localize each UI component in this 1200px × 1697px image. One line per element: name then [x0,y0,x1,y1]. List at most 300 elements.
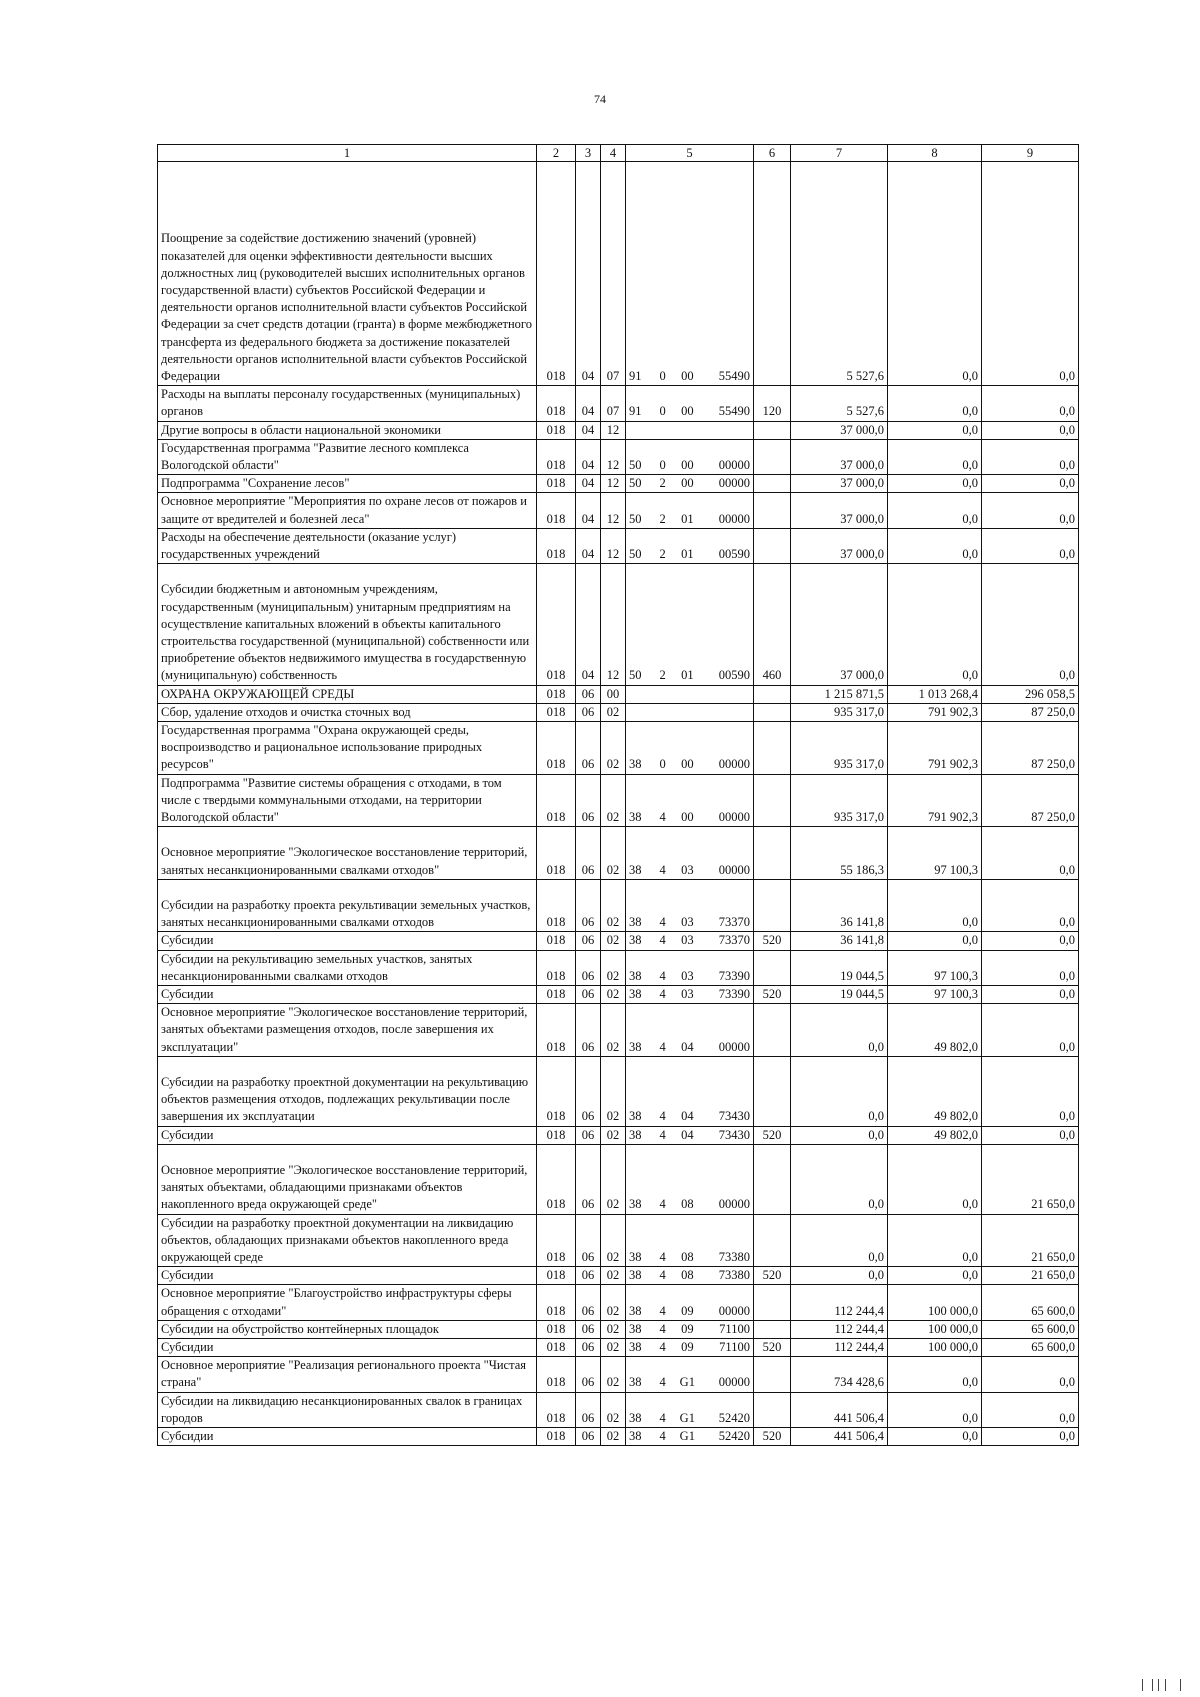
cell-section: 04 [576,564,601,685]
cell-target-article [626,564,754,685]
target-program: 38 [629,933,642,948]
cell-expense-type [754,1320,791,1338]
target-activity: 08 [681,1250,694,1265]
target-program: 50 [629,476,642,491]
cell-amount-col9: 296 058,5 [982,685,1079,703]
cell-expense-type [754,162,791,386]
cell-expense-type [754,685,791,703]
cell-ministry-code: 018 [537,1144,576,1214]
table-row [158,950,1079,985]
cell-section: 06 [576,1056,601,1126]
target-program: 91 [629,404,642,419]
target-program: 50 [629,547,642,562]
header-col-5: 5 [626,145,754,162]
target-subprogram: 4 [659,1039,666,1054]
cell-amount-col7: 5 527,6 [791,162,888,386]
target-activity: 00 [681,404,694,419]
cell-amount-col7: 37 000,0 [791,421,888,439]
cell-target-article [626,1056,754,1126]
cell-subsection: 02 [601,1004,626,1057]
table-row [158,932,1079,950]
row-name: Расходы на обеспечение деятельности (оказание услуг) государственных учреждений [158,528,537,563]
cell-expense-type [754,1214,791,1267]
cell-amount-col8: 0,0 [888,932,982,950]
row-name: Субсидии на разработку проектной документации на рекультивацию объектов размещения отходов, подлежащих рекультивации после завершения их эксплуатации [158,1056,537,1126]
cell-ministry-code: 018 [537,1126,576,1144]
cell-amount-col7: 36 141,8 [791,879,888,932]
cell-subsection: 07 [601,386,626,421]
cell-section: 06 [576,879,601,932]
cell-target-article [626,528,754,563]
cell-section: 06 [576,827,601,880]
target-subprogram: 4 [659,862,666,877]
table-row [158,1126,1079,1144]
table-row [158,1004,1079,1057]
row-name: Субсидии [158,1267,537,1285]
target-program: 38 [629,1250,642,1265]
cell-amount-col7: 112 244,4 [791,1339,888,1357]
table-row [158,1392,1079,1427]
cell-amount-col9: 0,0 [982,1004,1079,1057]
cell-target-article [626,1214,754,1267]
cell-expense-type [754,475,791,493]
cell-ministry-code: 018 [537,528,576,563]
target-subprogram: 4 [659,1321,666,1336]
cell-expense-type [754,722,791,775]
cell-amount-col8: 0,0 [888,528,982,563]
target-program: 38 [629,1375,642,1390]
row-name: Субсидии [158,932,537,950]
target-program: 38 [629,1429,642,1444]
cell-section: 04 [576,439,601,474]
cell-amount-col8: 791 902,3 [888,703,982,721]
cell-amount-col9: 21 650,0 [982,1214,1079,1267]
target-program: 38 [629,987,642,1002]
row-name: Государственная программа "Охрана окружающей среды, воспроизводство и рациональное использование природных ресурсов" [158,722,537,775]
cell-amount-col8: 0,0 [888,493,982,528]
target-program: 38 [629,915,642,930]
cell-amount-col8: 97 100,3 [888,827,982,880]
table-row [158,879,1079,932]
cell-target-article [626,1357,754,1392]
cell-section: 06 [576,932,601,950]
cell-ministry-code: 018 [537,1392,576,1427]
cell-ministry-code: 018 [537,439,576,474]
cell-target-article [626,1428,754,1446]
target-activity: 00 [681,757,694,772]
target-direction: 00000 [718,458,750,472]
cell-target-article [626,879,754,932]
cell-section: 06 [576,1144,601,1214]
cell-amount-col7: 19 044,5 [791,986,888,1004]
target-activity: 03 [681,968,694,983]
cell-subsection: 02 [601,1285,626,1320]
cell-ministry-code: 018 [537,475,576,493]
row-name: Субсидии [158,986,537,1004]
cell-section: 04 [576,421,601,439]
row-name: Субсидии на разработку проекта рекультивации земельных участков, занятых несанкционированными свалками отходов [158,879,537,932]
table-row [158,774,1079,827]
cell-amount-col9: 0,0 [982,439,1079,474]
cell-section: 06 [576,1428,601,1446]
cell-amount-col8: 0,0 [888,1267,982,1285]
table-row [158,685,1079,703]
target-subprogram: 4 [659,968,666,983]
target-subprogram: 4 [659,915,666,930]
cell-amount-col8: 1 013 268,4 [888,685,982,703]
cell-subsection: 07 [601,162,626,386]
cell-ministry-code: 018 [537,827,576,880]
row-name: Субсидии на разработку проектной документации на ликвидацию объектов, обладающих признаками объектов накопленного вреда окружающей среде [158,1214,537,1267]
cell-amount-col7: 112 244,4 [791,1285,888,1320]
cell-amount-col9: 21 650,0 [982,1144,1079,1214]
cell-amount-col9: 0,0 [982,1126,1079,1144]
cell-amount-col7: 112 244,4 [791,1320,888,1338]
target-program: 38 [629,1340,642,1355]
cell-amount-col9: 87 250,0 [982,774,1079,827]
table-row [158,1056,1079,1126]
scan-mark [1142,1679,1143,1691]
cell-expense-type: 460 [754,564,791,685]
cell-amount-col7: 37 000,0 [791,493,888,528]
target-activity: G1 [679,1429,695,1444]
cell-ministry-code: 018 [537,564,576,685]
cell-expense-type: 520 [754,986,791,1004]
cell-ministry-code: 018 [537,986,576,1004]
target-direction: 00000 [718,1303,750,1318]
cell-target-article [626,1285,754,1320]
cell-section: 06 [576,1267,601,1285]
cell-subsection: 02 [601,1428,626,1446]
cell-amount-col7: 37 000,0 [791,528,888,563]
cell-amount-col9: 0,0 [982,564,1079,685]
cell-subsection: 12 [601,475,626,493]
row-name: Основное мероприятие "Благоустройство инфраструктуры сферы обращения с отходами" [158,1285,537,1320]
row-name: Субсидии [158,1339,537,1357]
table-row [158,439,1079,474]
target-program: 38 [629,757,642,772]
cell-amount-col7: 19 044,5 [791,950,888,985]
cell-target-article [626,162,754,386]
target-program: 38 [629,1109,642,1124]
target-activity: 00 [681,368,694,383]
cell-subsection: 02 [601,827,626,880]
target-activity: 04 [681,1109,694,1124]
cell-subsection: 02 [601,703,626,721]
cell-section: 04 [576,162,601,386]
cell-ministry-code: 018 [537,950,576,985]
target-direction: 52420 [718,1429,750,1444]
target-subprogram: 4 [659,1268,666,1283]
cell-subsection: 12 [601,564,626,685]
cell-amount-col8: 791 902,3 [888,774,982,827]
cell-amount-col7: 37 000,0 [791,475,888,493]
cell-amount-col9: 0,0 [982,493,1079,528]
cell-section: 06 [576,722,601,775]
cell-subsection: 02 [601,1126,626,1144]
cell-target-article [626,932,754,950]
cell-amount-col8: 0,0 [888,1392,982,1427]
target-program: 38 [629,1321,642,1336]
target-activity: 08 [681,1197,694,1212]
cell-subsection: 02 [601,1320,626,1338]
cell-expense-type: 520 [754,932,791,950]
target-activity: 03 [681,915,694,930]
row-name: Субсидии [158,1428,537,1446]
cell-amount-col8: 0,0 [888,386,982,421]
row-name: Основное мероприятие "Экологическое восстановление территорий, занятых объектами, обладающими признаками объектов накопленного вреда окружающей среде" [158,1144,537,1214]
target-activity: G1 [679,1410,695,1425]
cell-subsection: 02 [601,879,626,932]
cell-target-article [626,439,754,474]
cell-amount-col8: 0,0 [888,162,982,386]
cell-subsection: 02 [601,1144,626,1214]
cell-amount-col8: 100 000,0 [888,1320,982,1338]
cell-target-article [626,1144,754,1214]
cell-subsection: 02 [601,1357,626,1392]
cell-amount-col9: 0,0 [982,1056,1079,1126]
target-direction: 00000 [718,476,750,491]
table-row [158,1214,1079,1267]
row-name: Основное мероприятие "Экологическое восстановление территорий, занятых объектами размещения отходов, после завершения их эксплуатации" [158,1004,537,1057]
cell-section: 06 [576,1339,601,1357]
target-program: 50 [629,511,642,526]
cell-expense-type [754,1004,791,1057]
cell-amount-col9: 21 650,0 [982,1267,1079,1285]
header-col-4: 4 [601,145,626,162]
cell-target-article [626,493,754,528]
target-activity: 03 [681,862,694,877]
row-name: Основное мероприятие "Реализация регионального проекта "Чистая страна" [158,1357,537,1392]
row-name: Подпрограмма "Развитие системы обращения с отходами, в том числе с твердыми коммунальными отходами, на территории Вологодской области" [158,774,537,827]
target-program: 38 [629,968,642,983]
cell-target-article [626,1392,754,1427]
row-name: Другие вопросы в области национальной экономики [158,421,537,439]
row-name: Основное мероприятие "Экологическое восстановление территорий, занятых несанкционированными свалками отходов" [158,827,537,880]
cell-target-article [626,685,754,703]
cell-amount-col8: 0,0 [888,1357,982,1392]
scan-mark [1165,1679,1166,1691]
target-activity: 01 [681,668,694,683]
cell-amount-col9: 0,0 [982,1428,1079,1446]
cell-amount-col9: 0,0 [982,162,1079,386]
cell-target-article [626,475,754,493]
table-row [158,493,1079,528]
cell-subsection: 12 [601,528,626,563]
target-direction: 55490 [718,368,750,383]
scan-mark [1180,1679,1181,1691]
cell-subsection: 12 [601,439,626,474]
target-subprogram: 4 [659,1340,666,1355]
cell-expense-type [754,774,791,827]
cell-amount-col8: 0,0 [888,1214,982,1267]
cell-expense-type [754,421,791,439]
cell-amount-col9: 0,0 [982,421,1079,439]
cell-expense-type: 520 [754,1267,791,1285]
cell-expense-type [754,703,791,721]
target-subprogram: 4 [659,1410,666,1425]
target-activity: 00 [681,810,694,825]
cell-amount-col7: 0,0 [791,1126,888,1144]
cell-ministry-code: 018 [537,1004,576,1057]
cell-section: 06 [576,1392,601,1427]
cell-subsection: 02 [601,1214,626,1267]
target-direction: 00000 [718,1197,750,1212]
header-col-3: 3 [576,145,601,162]
cell-target-article [626,1267,754,1285]
target-activity: 01 [681,511,694,526]
cell-section: 06 [576,703,601,721]
cell-expense-type [754,493,791,528]
cell-amount-col8: 0,0 [888,1428,982,1446]
table-row [158,421,1079,439]
target-direction: 71100 [719,1321,750,1336]
cell-target-article [626,1126,754,1144]
target-program: 91 [629,368,642,383]
cell-amount-col9: 0,0 [982,528,1079,563]
cell-section: 06 [576,950,601,985]
cell-amount-col7: 441 506,4 [791,1392,888,1427]
target-activity: 09 [681,1321,694,1336]
cell-ministry-code: 018 [537,1357,576,1392]
target-direction: 55490 [718,404,750,419]
cell-section: 04 [576,475,601,493]
target-subprogram: 0 [659,458,666,472]
target-direction: 73390 [718,968,750,983]
cell-expense-type: 520 [754,1428,791,1446]
target-program: 38 [629,1039,642,1054]
table-row [158,564,1079,685]
cell-ministry-code: 018 [537,722,576,775]
cell-amount-col7: 935 317,0 [791,774,888,827]
cell-ministry-code: 018 [537,1267,576,1285]
target-direction: 00000 [718,810,750,825]
table-row [158,703,1079,721]
cell-expense-type [754,1144,791,1214]
target-subprogram: 0 [659,404,666,419]
cell-amount-col7: 0,0 [791,1144,888,1214]
target-program: 38 [629,1410,642,1425]
target-activity: 04 [681,1127,694,1142]
header-col-7: 7 [791,145,888,162]
target-direction: 73380 [718,1268,750,1283]
cell-expense-type [754,827,791,880]
cell-ministry-code: 018 [537,685,576,703]
cell-amount-col7: 1 215 871,5 [791,685,888,703]
cell-section: 06 [576,774,601,827]
cell-subsection: 02 [601,1339,626,1357]
target-subprogram: 2 [659,511,666,526]
cell-target-article [626,827,754,880]
cell-amount-col9: 0,0 [982,1357,1079,1392]
row-name: Субсидии на ликвидацию несанкционированных свалок в границах городов [158,1392,537,1427]
cell-amount-col8: 791 902,3 [888,722,982,775]
row-name: Государственная программа "Развитие лесного комплекса Вологодской области" [158,439,537,474]
row-name: Расходы на выплаты персоналу государственных (муниципальных) органов [158,386,537,421]
cell-amount-col8: 100 000,0 [888,1339,982,1357]
cell-ministry-code: 018 [537,879,576,932]
cell-subsection: 12 [601,421,626,439]
cell-ministry-code: 018 [537,1056,576,1126]
table-row [158,528,1079,563]
cell-section: 04 [576,386,601,421]
cell-amount-col8: 0,0 [888,1144,982,1214]
table-row [158,162,1079,386]
target-program: 38 [629,1268,642,1283]
target-program: 38 [629,862,642,877]
cell-subsection: 00 [601,685,626,703]
cell-ministry-code: 018 [537,1214,576,1267]
cell-section: 04 [576,528,601,563]
cell-expense-type [754,1392,791,1427]
target-subprogram: 0 [659,757,666,772]
target-program: 38 [629,1303,642,1318]
target-direction: 00000 [718,1039,750,1054]
cell-target-article [626,774,754,827]
target-direction: 73430 [718,1127,750,1142]
target-activity: 01 [681,547,694,562]
target-direction: 73380 [718,1250,750,1265]
target-subprogram: 0 [659,368,666,383]
cell-section: 06 [576,1004,601,1057]
cell-amount-col7: 0,0 [791,1267,888,1285]
cell-expense-type: 520 [754,1126,791,1144]
target-direction: 00590 [718,668,750,683]
cell-ministry-code: 018 [537,493,576,528]
cell-subsection: 02 [601,774,626,827]
table-row [158,1339,1079,1357]
cell-expense-type [754,1285,791,1320]
header-col-9: 9 [982,145,1079,162]
cell-expense-type [754,439,791,474]
target-subprogram: 4 [659,1303,666,1318]
target-direction: 71100 [719,1340,750,1355]
cell-amount-col7: 935 317,0 [791,722,888,775]
table-row [158,1285,1079,1320]
table-row [158,386,1079,421]
cell-target-article [626,1004,754,1057]
cell-amount-col8: 0,0 [888,564,982,685]
cell-ministry-code: 018 [537,162,576,386]
cell-amount-col9: 65 600,0 [982,1285,1079,1320]
cell-section: 06 [576,685,601,703]
target-activity: 03 [681,987,694,1002]
target-activity: 08 [681,1268,694,1283]
target-subprogram: 4 [659,1250,666,1265]
table-row [158,1357,1079,1392]
cell-subsection: 02 [601,932,626,950]
cell-ministry-code: 018 [537,1285,576,1320]
scan-mark [1152,1679,1153,1691]
target-subprogram: 4 [659,987,666,1002]
cell-ministry-code: 018 [537,386,576,421]
cell-amount-col9: 65 600,0 [982,1339,1079,1357]
cell-section: 06 [576,1357,601,1392]
cell-amount-col7: 0,0 [791,1056,888,1126]
cell-amount-col8: 0,0 [888,439,982,474]
cell-expense-type: 520 [754,1339,791,1357]
cell-amount-col8: 49 802,0 [888,1126,982,1144]
cell-subsection: 02 [601,1267,626,1285]
target-direction: 73370 [718,915,750,930]
cell-amount-col7: 37 000,0 [791,439,888,474]
row-name: Поощрение за содействие достижению значений (уровней) показателей для оценки эффективности деятельности высших должностных лиц (руководителей высших исполнительных органов государственной власти) субъектов Российской Федерации и деятельности органов исполнительной власти субъектов Российской Федерации за счет средств дотации (гранта) в форме межбюджетного трансферта из федерального бюджета за достижение показателей деятельности органов исполнительной власти субъектов Российской Федерации [158,162,537,386]
cell-amount-col7: 441 506,4 [791,1428,888,1446]
target-subprogram: 2 [659,547,666,562]
target-activity: 09 [681,1340,694,1355]
cell-amount-col8: 49 802,0 [888,1004,982,1057]
cell-expense-type [754,950,791,985]
